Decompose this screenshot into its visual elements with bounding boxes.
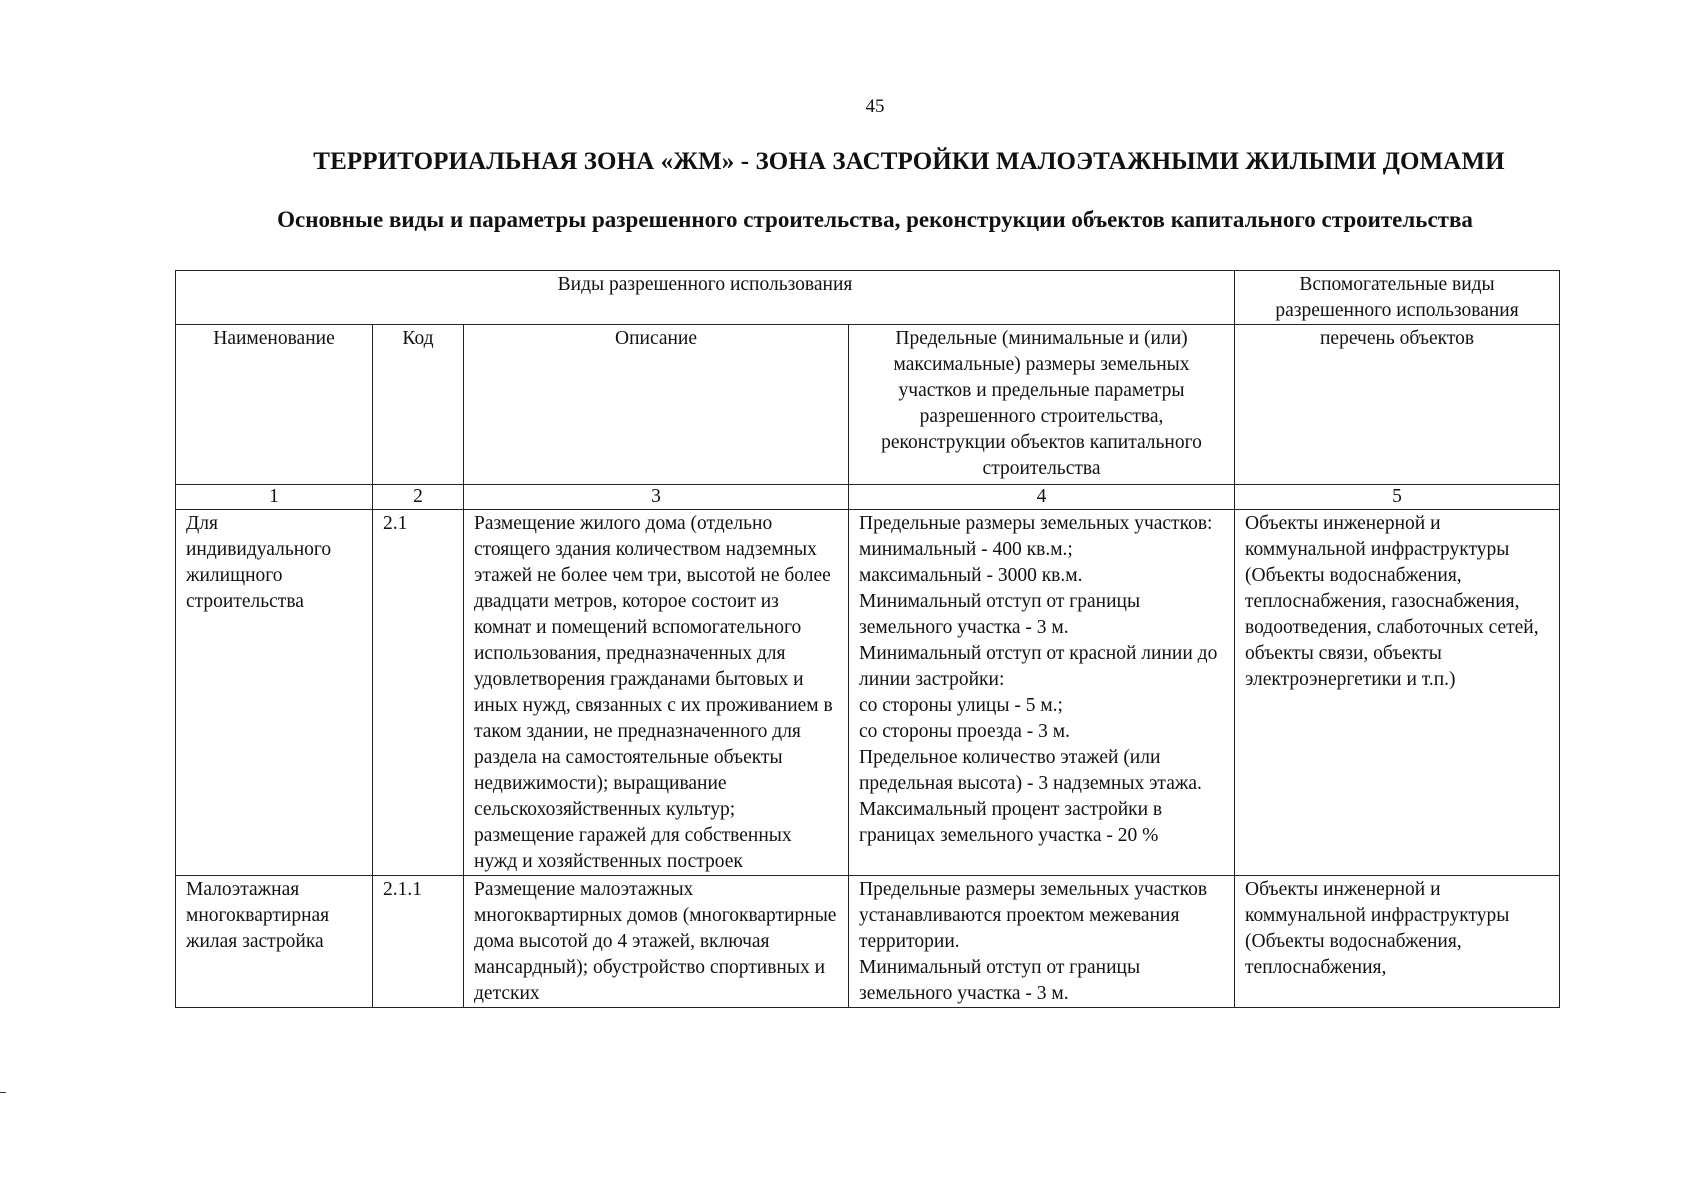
table-row <box>176 510 1560 876</box>
page-title: ТЕРРИТОРИАЛЬНАЯ ЗОНА «ЖМ» - ЗОНА ЗАСТРОЙКИ МАЛОЭТАЖНЫМИ ЖИЛЫМИ ДОМАМИ <box>313 148 1505 175</box>
scan-margin-mark <box>0 1092 6 1093</box>
row-name-cell: Малоэтажная многоквартирная жилая застройка <box>176 876 373 1008</box>
row-aux-cell: Объекты инженерной и коммунальной инфраструктуры (Объекты водоснабжения, теплоснабжения, <box>1235 876 1560 1008</box>
column-header-description: Описание <box>464 325 849 485</box>
row-description-cell: Размещение жилого дома (отдельно стоящего здания количеством надземных этажей не более чем три, высотой не более двадцати метров, которое состоит из комнат и помещений вспомогательного использования, предназначенных для удовлетворения гражданами бытовых и иных нужд, связанных с их проживанием в таком здании, не предназначенного для раздела на самостоятельные объекты недвижимости); выращивание сельскохозяйственных культур; размещение гаражей для собственных нужд и хозяйственных построек <box>464 510 849 876</box>
column-number: 3 <box>464 485 849 510</box>
group-header-aux: Вспомогательные виды разрешенного использования <box>1235 271 1560 325</box>
column-number: 2 <box>373 485 464 510</box>
row-description-cell: Размещение малоэтажных многоквартирных домов (многоквартирные дома высотой до 4 этажей, включая мансардный); обустройство спортивных и детских <box>464 876 849 1008</box>
row-aux-cell: Объекты инженерной и коммунальной инфраструктуры (Объекты водоснабжения, теплоснабжения, газоснабжения, водоотведения, слаботочных сетей, объекты связи, объекты электроэнергетики и т.п.) <box>1235 510 1560 876</box>
column-number: 5 <box>1235 485 1560 510</box>
column-header-code: Код <box>373 325 464 485</box>
page-number: 45 <box>865 96 885 117</box>
group-header-main: Виды разрешенного использования <box>176 271 1235 325</box>
column-number-row <box>176 485 1560 510</box>
row-code-cell: 2.1 <box>373 510 464 876</box>
table-row <box>176 876 1560 1008</box>
zoning-table <box>175 270 1560 1008</box>
table-subtitle: Основные виды и параметры разрешенного строительства, реконструкции объектов капитального строительства <box>277 207 1473 232</box>
row-limits-cell: Предельные размеры земельных участков устанавливаются проектом межевания территории. Минимальный отступ от границы земельного участка - 3 м. <box>849 876 1235 1008</box>
row-code-cell: 2.1.1 <box>373 876 464 1008</box>
column-header-limits: Предельные (минимальные и (или) максимальные) размеры земельных участков и предельные параметры разрешенного строительства, реконструкции объектов капитального строительства <box>849 325 1235 485</box>
column-header-aux-list: перечень объектов <box>1235 325 1560 485</box>
column-number: 1 <box>176 485 373 510</box>
column-header-name: Наименование <box>176 325 373 485</box>
row-limits-cell: Предельные размеры земельных участков: минимальный - 400 кв.м.; максимальный - 3000 кв.м. Минимальный отступ от границы земельного участка - 3 м. Минимальный отступ от красной линии до линии застройки: со стороны улицы - 5 м.; со стороны проезда - 3 м. Предельное количество этажей (или предельная высота) - 3 надземных этажа. Максимальный процент застройки в границах земельного участка - 20 % <box>849 510 1235 876</box>
row-name-cell: Для индивидуального жилищного строительства <box>176 510 373 876</box>
group-header-row <box>176 271 1560 325</box>
column-header-row <box>176 325 1560 485</box>
column-number: 4 <box>849 485 1235 510</box>
